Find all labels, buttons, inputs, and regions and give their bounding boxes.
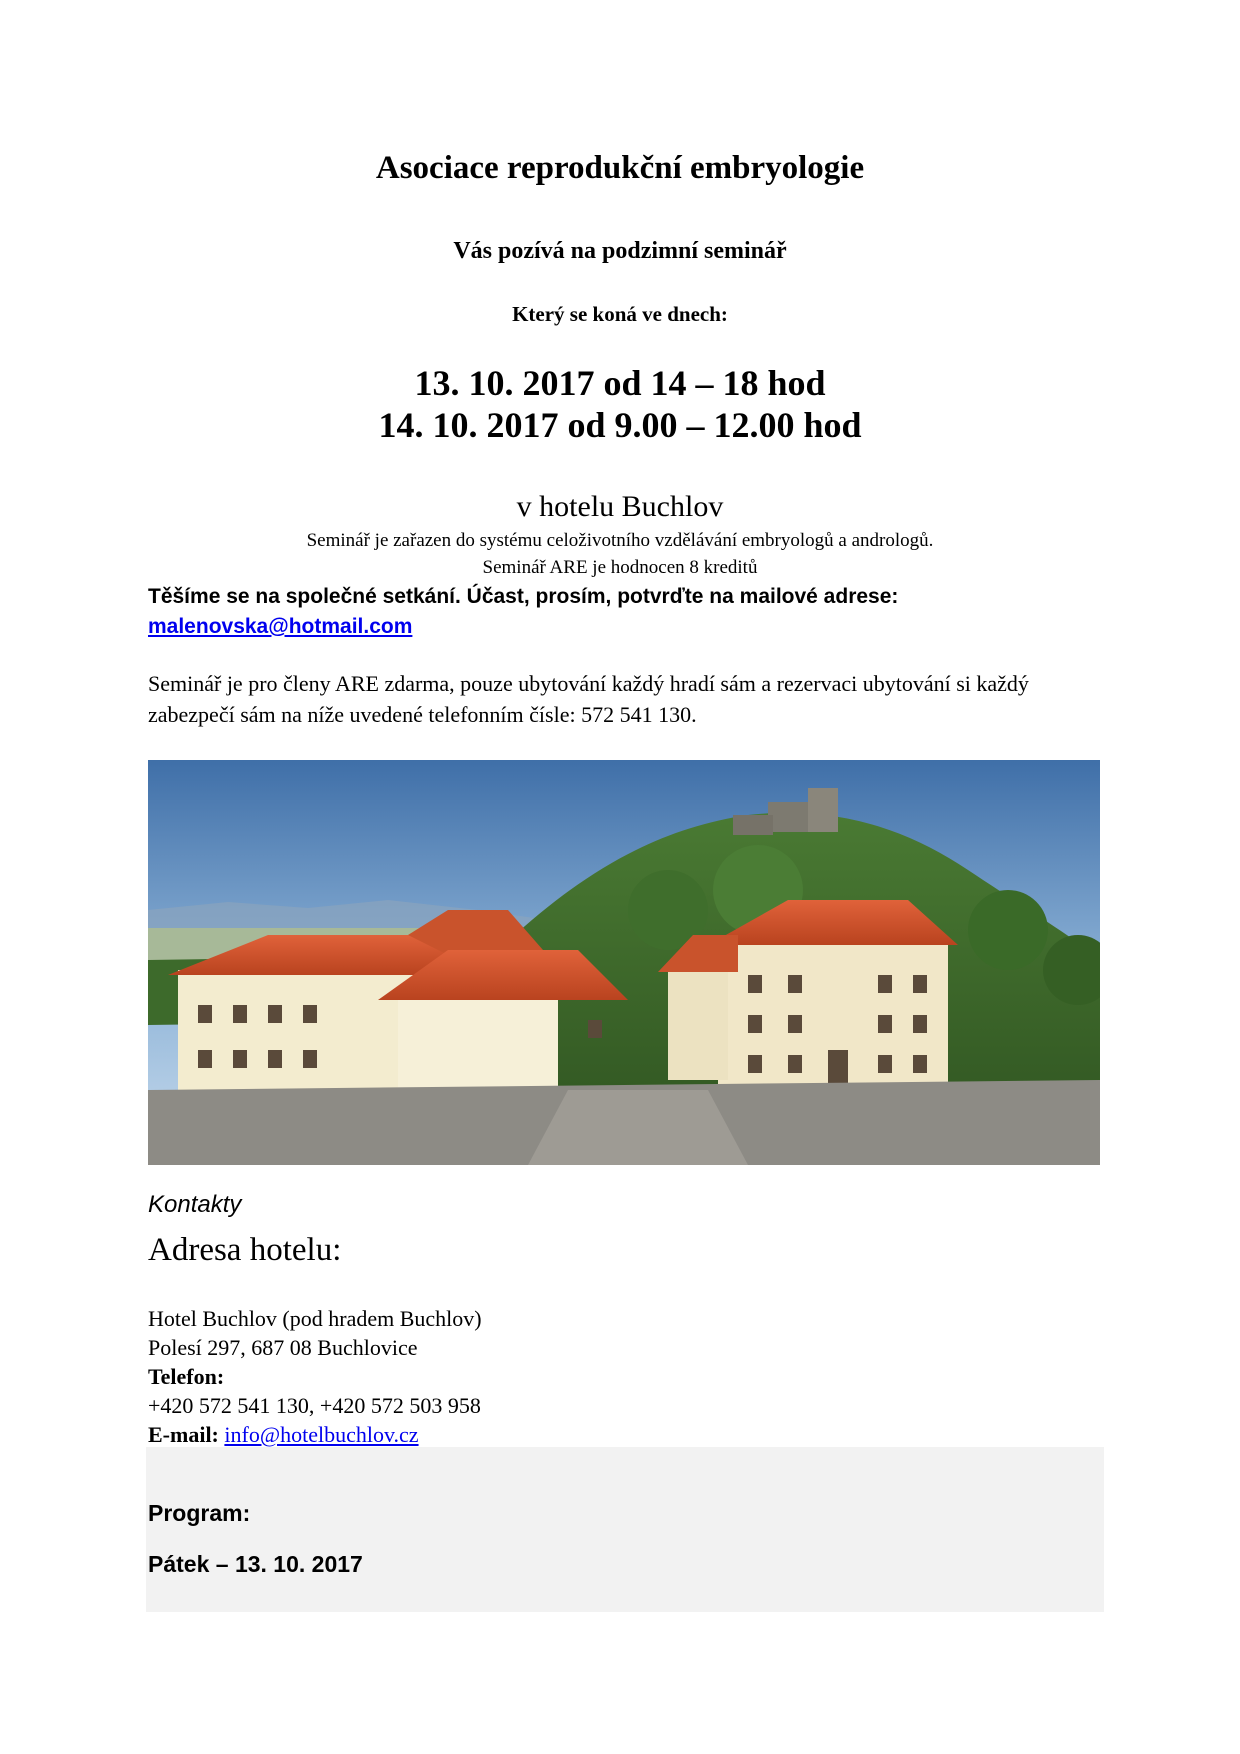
- hotel-address-line: Polesí 297, 687 08 Buchlovice: [148, 1335, 418, 1360]
- seminar-date-1: 13. 10. 2017 od 14 – 18 hod: [414, 363, 826, 403]
- contacts-label: Kontakty: [148, 1191, 242, 1218]
- program-heading: Program:: [148, 1500, 251, 1526]
- registration-email-link[interactable]: malenovska@hotmail.com: [148, 615, 413, 638]
- hotel-email-link[interactable]: info@hotelbuchlov.cz: [224, 1422, 419, 1447]
- accommodation-paragraph: Seminář je pro členy ARE zdarma, pouze ubytování každý hradí sám a rezervaci ubytování si každý zabezpečí sám na níže uvedené telefonním čísle: 572 541 130.: [148, 671, 1029, 727]
- accreditation-note: Seminář je zařazen do systému celoživotního vzdělávání embryologů a andrologů.: [306, 530, 934, 551]
- venue-line: v hotelu Buchlov: [516, 490, 724, 523]
- credits-note: Seminář ARE je hodnocen 8 kreditů: [482, 557, 758, 578]
- seminar-date-2: 14. 10. 2017 od 9.00 – 12.00 hod: [378, 405, 862, 445]
- hotel-email-line: [148, 1422, 419, 1448]
- invitation-subtitle: Vás pozívá na podzimní seminář: [453, 238, 787, 264]
- registration-welcome: Těšíme se na společné setkání. Účast, prosím, potvrďte na mailové adrese:: [148, 585, 899, 608]
- address-heading: Adresa hotelu:: [148, 1232, 342, 1268]
- phone-label: Telefon:: [148, 1364, 225, 1389]
- email-label: E-mail:: [148, 1422, 219, 1447]
- program-section: [146, 1447, 1104, 1612]
- dates-intro: Který se koná ve dnech:: [512, 302, 728, 326]
- program-day: Pátek – 13. 10. 2017: [148, 1551, 363, 1577]
- phone-value: +420 572 541 130, +420 572 503 958: [148, 1393, 481, 1418]
- hotel-name-line: Hotel Buchlov (pod hradem Buchlov): [148, 1306, 482, 1331]
- hotel-photo: [148, 760, 1100, 1165]
- document-title: Asociace reprodukční embryologie: [375, 150, 865, 186]
